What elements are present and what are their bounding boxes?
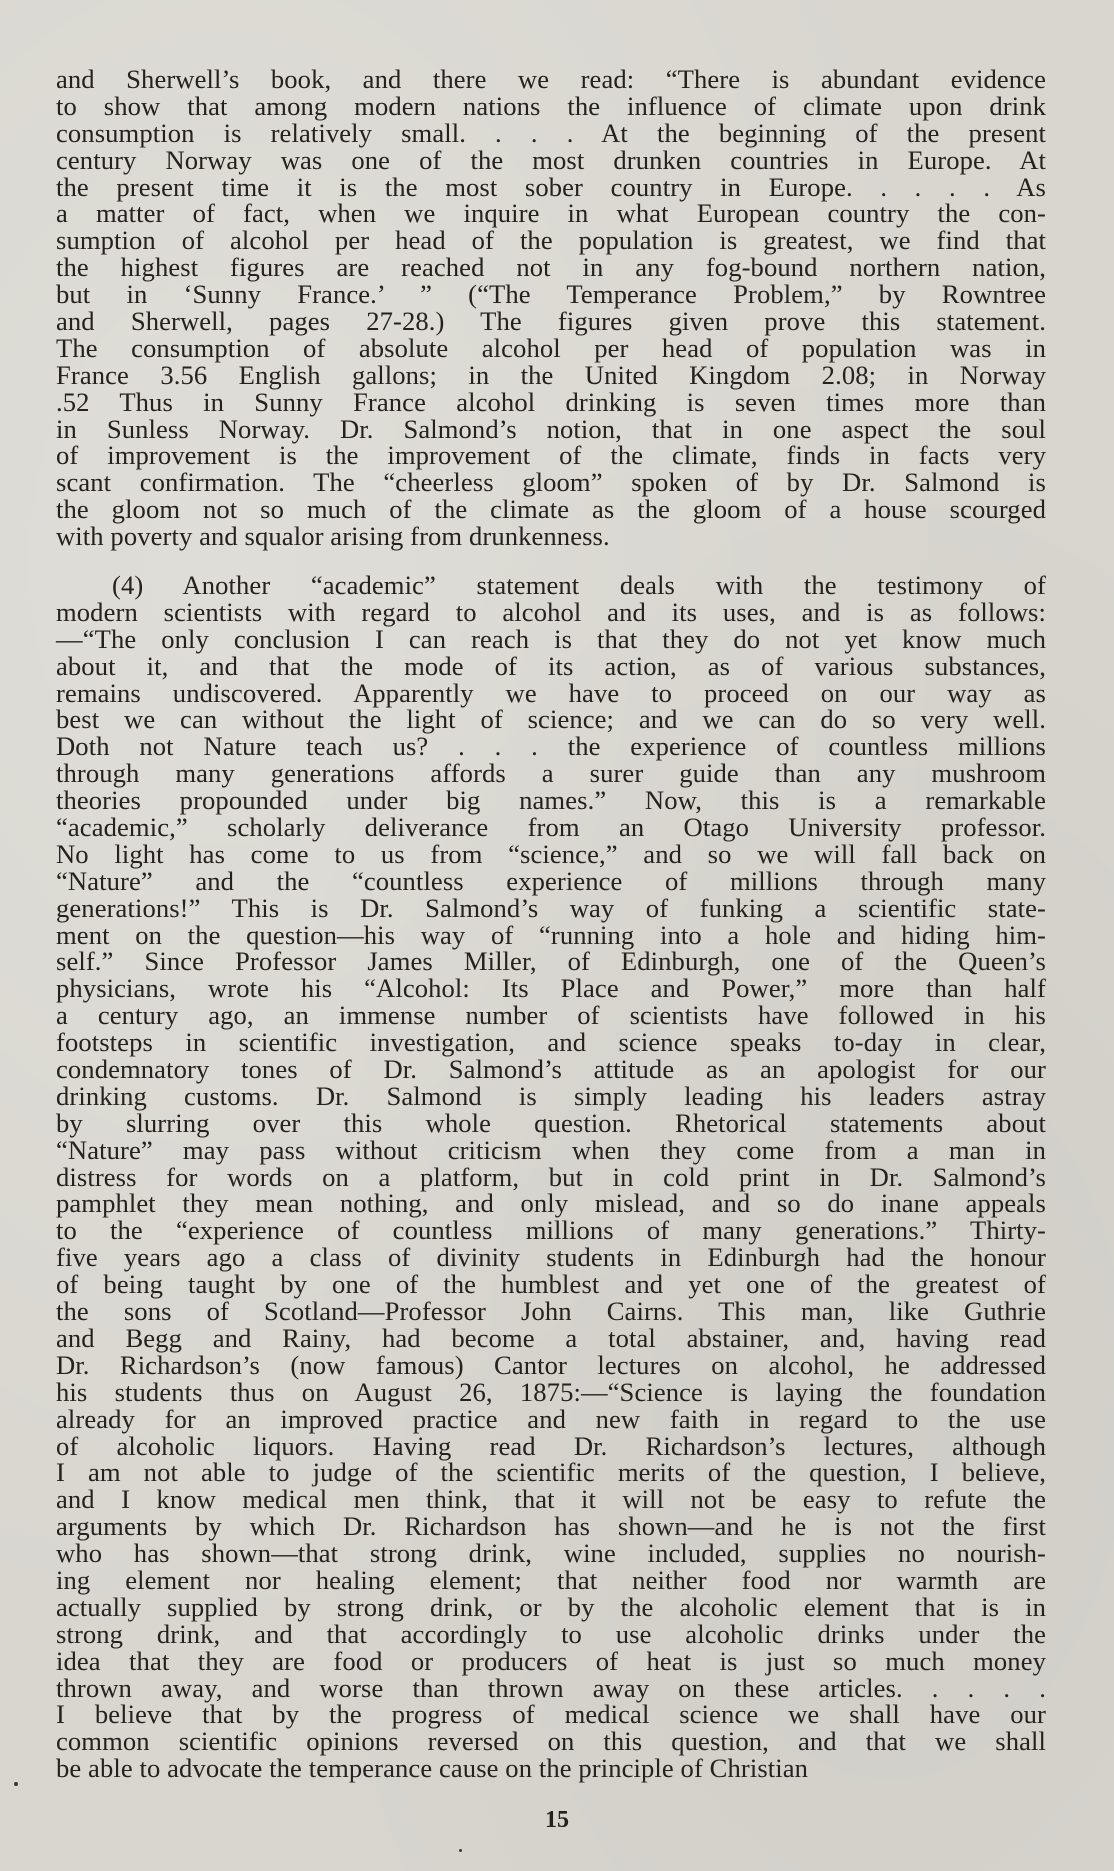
text-line: already for an improved practice and new faith in regard to the use xyxy=(56,1403,1046,1434)
text-line: idea that they are food or producers of heat is just so much money xyxy=(56,1645,1046,1676)
text-line: actually supplied by strong drink, or by the alcoholic element that is in xyxy=(56,1591,1046,1622)
text-line: scant confirmation. The “cheerless gloom” spoken of by Dr. Salmond is xyxy=(56,467,1046,498)
text-line: pamphlet they mean nothing, and only mislead, and so do inane appeals xyxy=(56,1188,1046,1219)
text-line: of improvement is the improvement of the climate, finds in facts very xyxy=(56,440,1046,471)
text-line: five years ago a class of divinity students in Edinburgh had the honour xyxy=(56,1242,1046,1273)
text-line: footsteps in scientific investigation, and science speaks to-day in clear, xyxy=(56,1027,1046,1058)
text-line: by slurring over this whole question. Rhetorical statements about xyxy=(56,1107,1046,1138)
text-line: “Nature” and the “countless experience of millions through many xyxy=(56,865,1046,896)
paragraph-2 xyxy=(56,572,1046,1782)
text-line: the present time it is the most sober country in Europe. . . . . As xyxy=(56,171,1046,202)
text-line: distress for words on a platform, but in cold print in Dr. Salmond’s xyxy=(56,1161,1046,1192)
text-line: the sons of Scotland—Professor John Cairns. This man, like Guthrie xyxy=(56,1296,1046,1327)
text-line: theories propounded under big names.” Now, this is a remarkable xyxy=(56,785,1046,816)
text-line: and Begg and Rainy, had become a total abstainer, and, having read xyxy=(56,1322,1046,1353)
text-line: France 3.56 English gallons; in the United Kingdom 2.08; in Norway xyxy=(56,359,1046,390)
text-line: strong drink, and that accordingly to use alcoholic drinks under the xyxy=(56,1618,1046,1649)
text-line: —“The only conclusion I can reach is that they do not yet know much xyxy=(56,623,1046,654)
text-line: I believe that by the progress of medical science we shall have our xyxy=(56,1699,1046,1730)
text-line: thrown away, and worse than thrown away on these articles. . . . . xyxy=(56,1672,1046,1703)
text-line: his students thus on August 26, 1875:—“Science is laying the foundation xyxy=(56,1376,1046,1407)
text-line: ment on the question—his way of “running into a hole and hiding him- xyxy=(56,919,1046,950)
text-line: ing element nor healing element; that neither food nor warmth are xyxy=(56,1564,1046,1595)
print-speck xyxy=(14,1782,18,1786)
text-line: drinking customs. Dr. Salmond is simply leading his leaders astray xyxy=(56,1080,1046,1111)
text-line: who has shown—that strong drink, wine included, supplies no nourish- xyxy=(56,1538,1046,1569)
text-line: but in ‘Sunny France.’ ” (“The Temperance Problem,” by Rowntree xyxy=(56,279,1046,310)
text-line: Dr. Richardson’s (now famous) Cantor lectures on alcohol, he addressed xyxy=(56,1349,1046,1380)
text-line: and Sherwell, pages 27-28.) The figures given prove this statement. xyxy=(56,306,1046,337)
text-line: common scientific opinions reversed on this question, and that we shall xyxy=(56,1726,1046,1757)
text-line: generations!” This is Dr. Salmond’s way of funking a scientific state- xyxy=(56,892,1046,923)
page-number: 15 xyxy=(545,1807,569,1833)
text-line: and I know medical men think, that it will not be easy to refute the xyxy=(56,1484,1046,1515)
text-line: condemnatory tones of Dr. Salmond’s attitude as an apologist for our xyxy=(56,1054,1046,1085)
text-line: a matter of fact, when we inquire in what European country the con- xyxy=(56,198,1046,229)
text-line: “Nature” may pass without criticism when they come from a man in xyxy=(56,1134,1046,1165)
text-line: The consumption of absolute alcohol per head of population was in xyxy=(56,332,1046,363)
text-line: a century ago, an immense number of scientists have followed in his xyxy=(56,1000,1046,1031)
text-line: consumption is relatively small. . . . At the beginning of the present xyxy=(56,117,1046,148)
text-line: be able to advocate the temperance cause on the principle of Christian xyxy=(56,1753,809,1784)
text-line: the highest figures are reached not in any fog-bound northern nation, xyxy=(56,252,1046,283)
text-line: I am not able to judge of the scientific merits of the question, I believe, xyxy=(56,1457,1046,1488)
paragraph-1 xyxy=(56,66,1046,550)
text-line: (4) Another “academic” statement deals with the testimony of xyxy=(112,570,1046,600)
text-line: physicians, wrote his “Alcohol: Its Place and Power,” more than half xyxy=(56,973,1046,1004)
text-line: to the “experience of countless millions of many generations.” Thirty- xyxy=(56,1215,1046,1246)
text-line: of alcoholic liquors. Having read Dr. Richardson’s lectures, although xyxy=(56,1430,1046,1461)
text-line: century Norway was one of the most drunken countries in Europe. At xyxy=(56,144,1046,175)
text-line: and Sherwell’s book, and there we read: “There is abundant evidence xyxy=(56,64,1046,94)
text-line: self.” Since Professor James Miller, of Edinburgh, one of the Queen’s xyxy=(56,946,1046,977)
text-line: to show that among modern nations the influence of climate upon drink xyxy=(56,90,1046,121)
text-line: the gloom not so much of the climate as the gloom of a house scourged xyxy=(56,494,1046,525)
text-line: through many generations affords a surer guide than any mushroom xyxy=(56,758,1046,789)
text-line: of being taught by one of the humblest and yet one of the greatest of xyxy=(56,1269,1046,1300)
text-line: best we can without the light of science; and we can do so very well. xyxy=(56,704,1046,735)
text-line: in Sunless Norway. Dr. Salmond’s notion, that in one aspect the soul xyxy=(56,413,1046,444)
text-line: sumption of alcohol per head of the population is greatest, we find that xyxy=(56,225,1046,256)
text-line: modern scientists with regard to alcohol and its uses, and is as follows: xyxy=(56,596,1046,627)
text-line: Doth not Nature teach us? . . . the experience of countless millions xyxy=(56,731,1046,762)
text-line: arguments by which Dr. Richardson has shown—and he is not the first xyxy=(56,1511,1046,1542)
text-line: .52 Thus in Sunny France alcohol drinking is seven times more than xyxy=(56,386,1046,417)
text-line: remains undiscovered. Apparently we have to proceed on our way as xyxy=(56,677,1046,708)
text-line: “academic,” scholarly deliverance from an Otago University professor. xyxy=(56,812,1046,843)
text-line: No light has come to us from “science,” and so we will fall back on xyxy=(56,838,1046,869)
print-speck xyxy=(459,1849,462,1852)
text-line: with poverty and squalor arising from drunkenness. xyxy=(56,521,610,552)
text-line: about it, and that the mode of its action, as of various substances, xyxy=(56,650,1046,681)
